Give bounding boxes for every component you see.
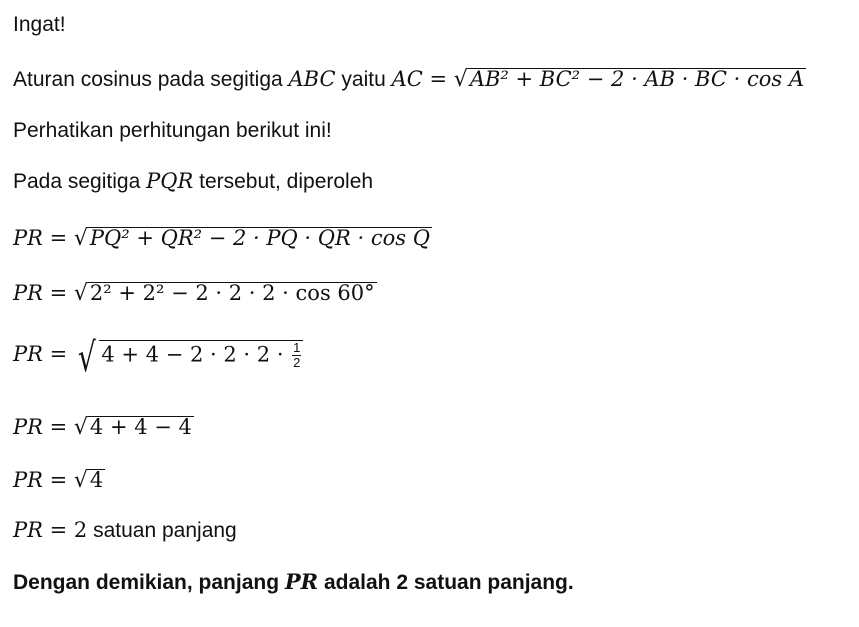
- conclusion-var: PR: [284, 569, 319, 594]
- heading-text: [13, 14, 66, 35]
- rule-lhs: AC =: [391, 67, 454, 91]
- step-unit: satuan panjang: [87, 519, 237, 542]
- step-3: [13, 335, 303, 381]
- conclusion-suffix: adalah 2 satuan panjang.: [318, 571, 574, 594]
- step-lhs: PR =: [13, 226, 74, 250]
- step-5: [13, 469, 105, 492]
- step-root: [74, 282, 377, 305]
- step-rhs: 4 + 4 − 4: [89, 415, 192, 439]
- step-lhs: PR =: [13, 281, 74, 305]
- step-rhs: 4: [89, 468, 104, 492]
- step-lhs: PR =: [13, 415, 74, 439]
- context-triangle: PQR: [146, 169, 194, 193]
- sqrt-icon: √: [73, 468, 88, 493]
- cosine-rule-line: [13, 68, 806, 91]
- rule-prefix: Aturan cosinus pada segitiga: [13, 68, 289, 91]
- step-1: [13, 227, 432, 250]
- step-lhs: PR =: [13, 518, 74, 542]
- fraction: [292, 341, 301, 371]
- step-rhs: PQ² + QR² − 2 · PQ · QR · cos Q: [89, 226, 430, 250]
- step-rhs: 2² + 2² − 2 · 2 · 2 · cos 60°: [89, 281, 375, 305]
- step-root: [74, 416, 194, 439]
- rule-mid: yaitu: [335, 68, 392, 91]
- fraction-denominator: 2: [293, 355, 301, 370]
- sqrt-icon: √: [73, 226, 88, 251]
- step-root: [74, 335, 304, 381]
- step-rhs-wrap: [99, 340, 303, 371]
- sqrt-icon: √: [453, 67, 468, 92]
- step-rhs: 4 + 4 − 2 · 2 · 2 ·: [101, 342, 291, 366]
- sqrt-icon: √: [77, 335, 96, 381]
- step-6: [13, 520, 237, 541]
- step-lhs: PR =: [13, 342, 74, 366]
- step-4: [13, 416, 194, 439]
- conclusion-line: [13, 571, 574, 593]
- sqrt-icon: √: [73, 415, 88, 440]
- sqrt-icon: √: [73, 281, 88, 306]
- rule-rhs: AB² + BC² − 2 · AB · BC · cos A: [469, 67, 804, 91]
- step-lhs: PR =: [13, 468, 74, 492]
- heading-label: Ingat!: [13, 13, 66, 36]
- rule-triangle: ABC: [288, 67, 336, 91]
- step-2: [13, 282, 377, 305]
- instruction-text: [13, 120, 332, 141]
- context-suffix: tersebut, diperoleh: [193, 170, 374, 193]
- step-root: [74, 469, 105, 492]
- conclusion-prefix: Dengan demikian, panjang: [13, 571, 285, 594]
- instruction-label: Perhatikan perhitungan berikut ini!: [13, 119, 332, 142]
- fraction-numerator: 1: [293, 339, 301, 355]
- context-line: [13, 171, 373, 192]
- rule-root: [454, 68, 806, 91]
- context-prefix: Pada segitiga: [13, 170, 147, 193]
- step-root: [74, 227, 432, 250]
- step-rhs: 2: [73, 518, 88, 542]
